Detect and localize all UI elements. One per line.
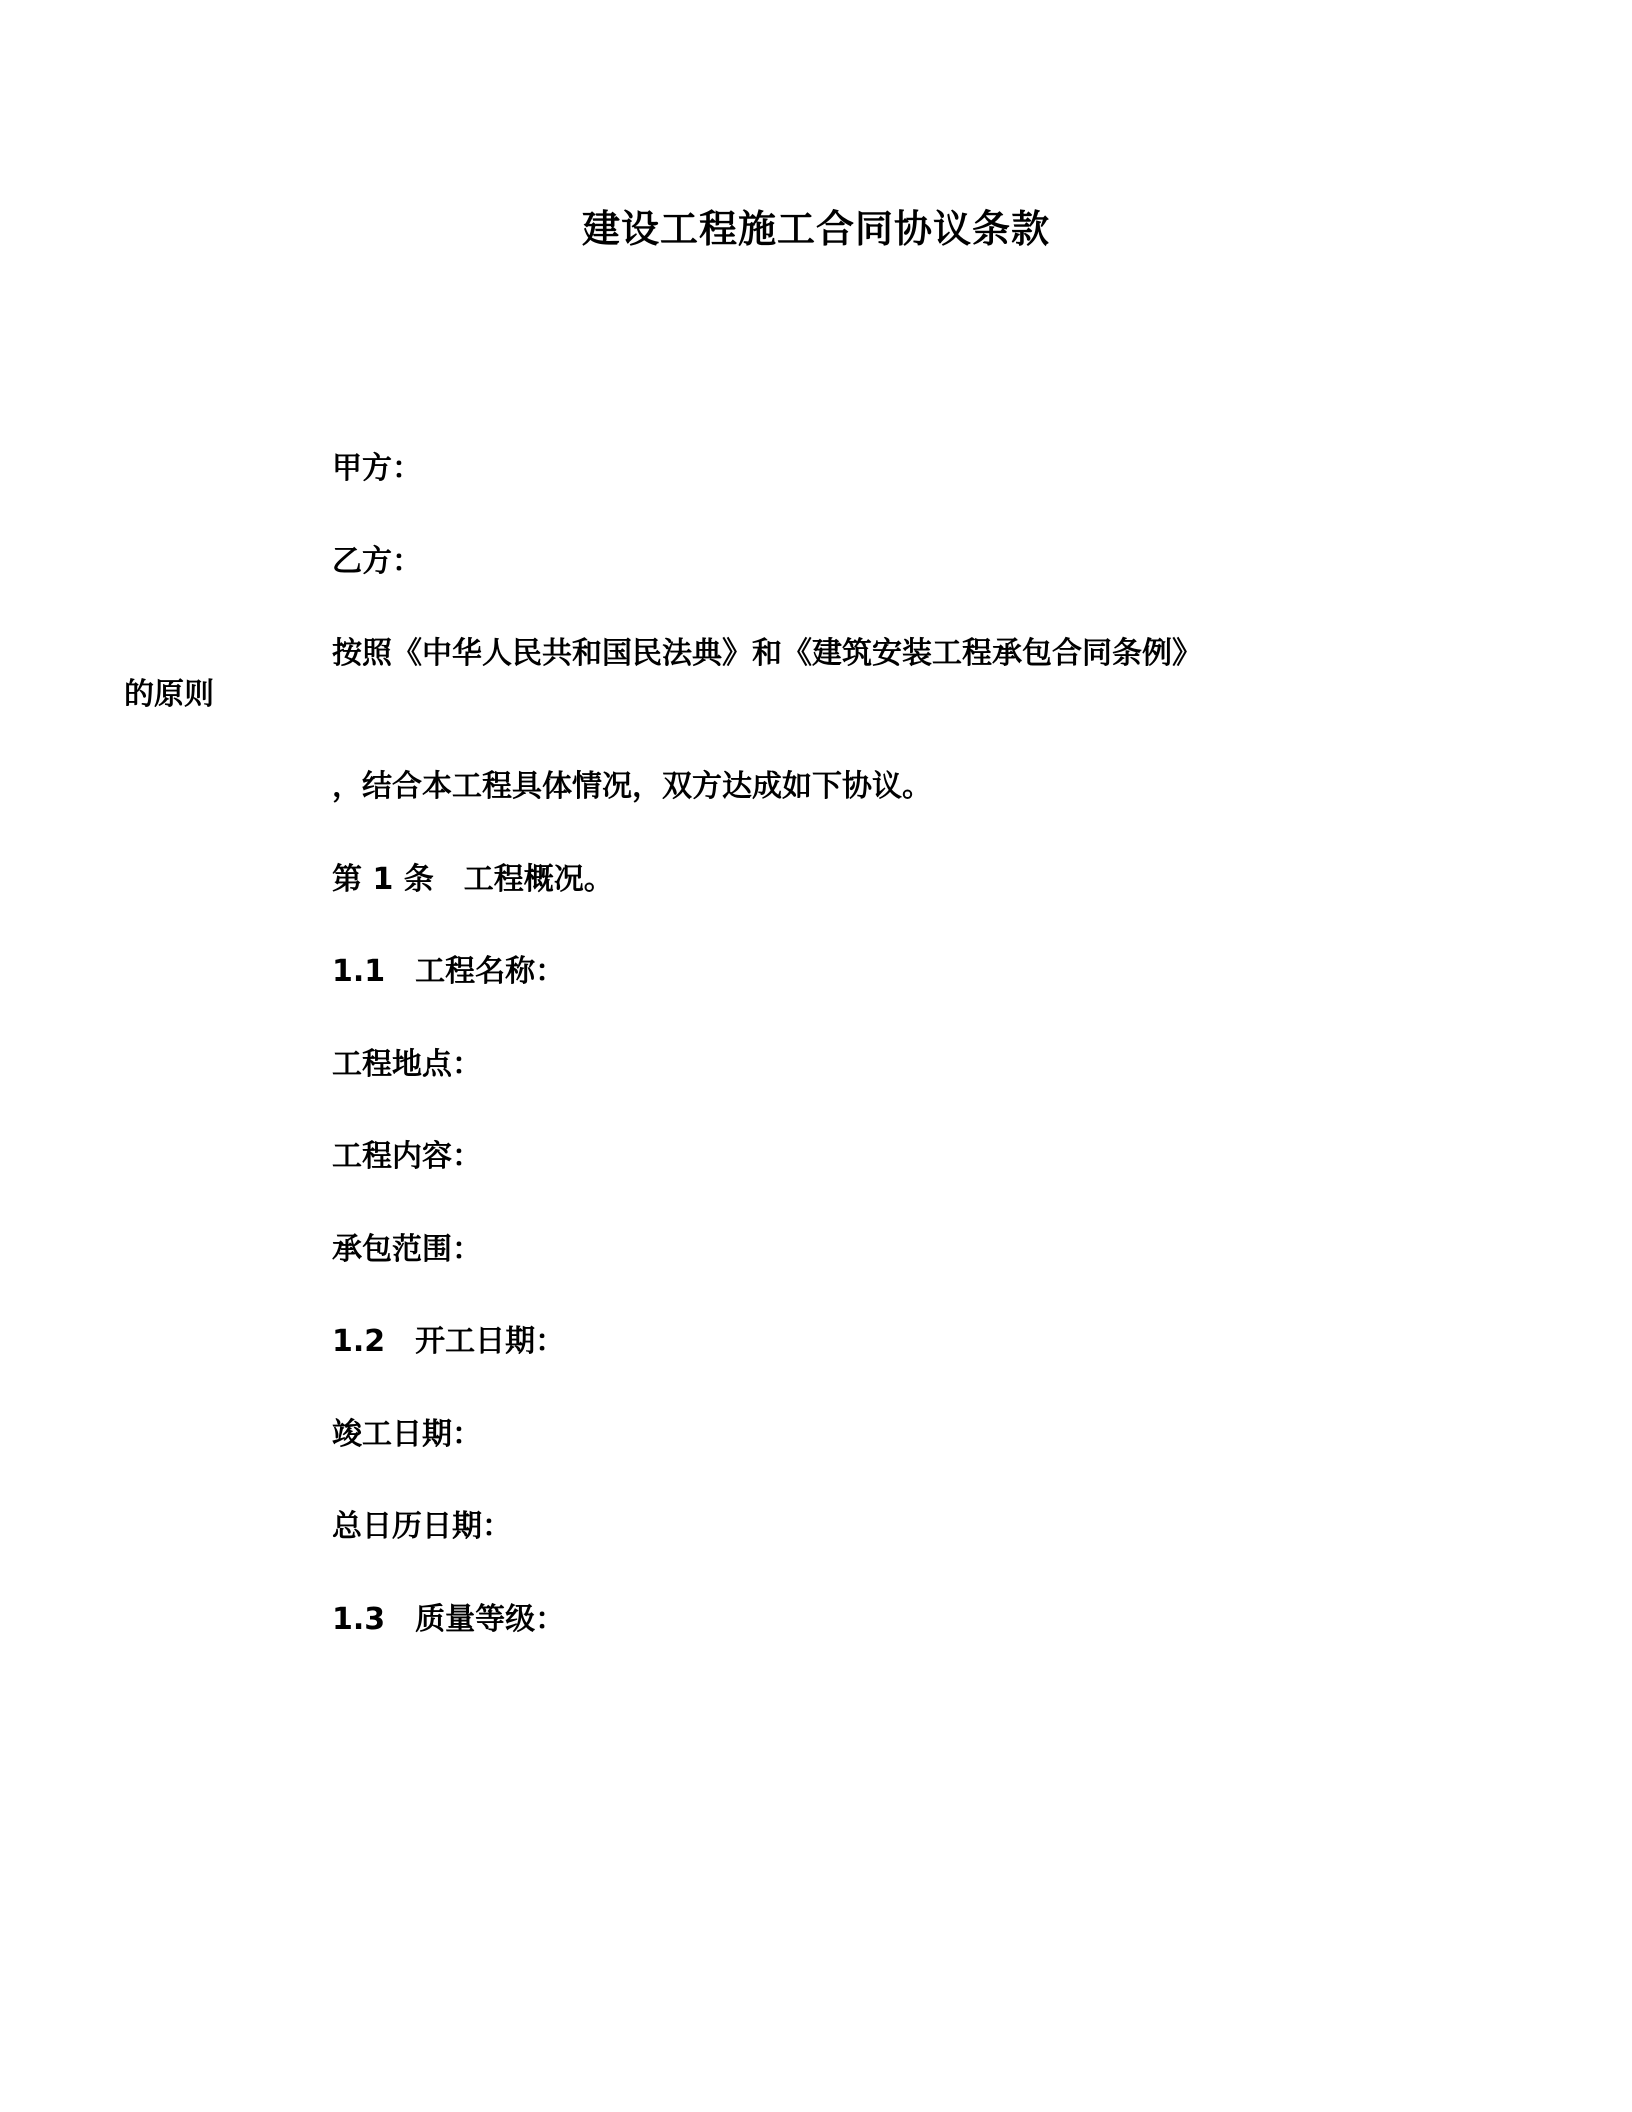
paragraph-item-1-1: 1.1 工程名称： [332, 954, 566, 990]
paragraph-item-1-2: 1.2 开工日期： [332, 1324, 566, 1360]
paragraph-project-location: 工程地点： [332, 1046, 482, 1082]
paragraph-preamble-line-3: ，结合本工程具体情况，双方达成如下协议。 [332, 769, 932, 805]
paragraph-completion-date: 竣工日期： [332, 1416, 482, 1452]
page-title: 建设工程施工合同协议条款 [581, 207, 1050, 251]
document-body [0, 449, 1632, 1640]
paragraph-party-b: 乙方： [332, 543, 422, 579]
paragraph-article-1: 第 1 条 工程概况。 [332, 861, 614, 897]
paragraph-project-content: 工程内容： [332, 1139, 482, 1175]
paragraph-total-calendar-date: 总日历日期： [332, 1509, 512, 1545]
paragraph-party-a: 甲方： [332, 451, 422, 487]
paragraph-contract-scope: 承包范围： [332, 1231, 482, 1267]
paragraph-preamble-line-1: 按照《中华人民共和国民法典》和《建筑安装工程承包合同条例》 [332, 636, 1202, 672]
paragraph-item-1-3: 1.3 质量等级： [332, 1601, 566, 1637]
paragraph-preamble-line-2: 的原则 [124, 676, 214, 712]
